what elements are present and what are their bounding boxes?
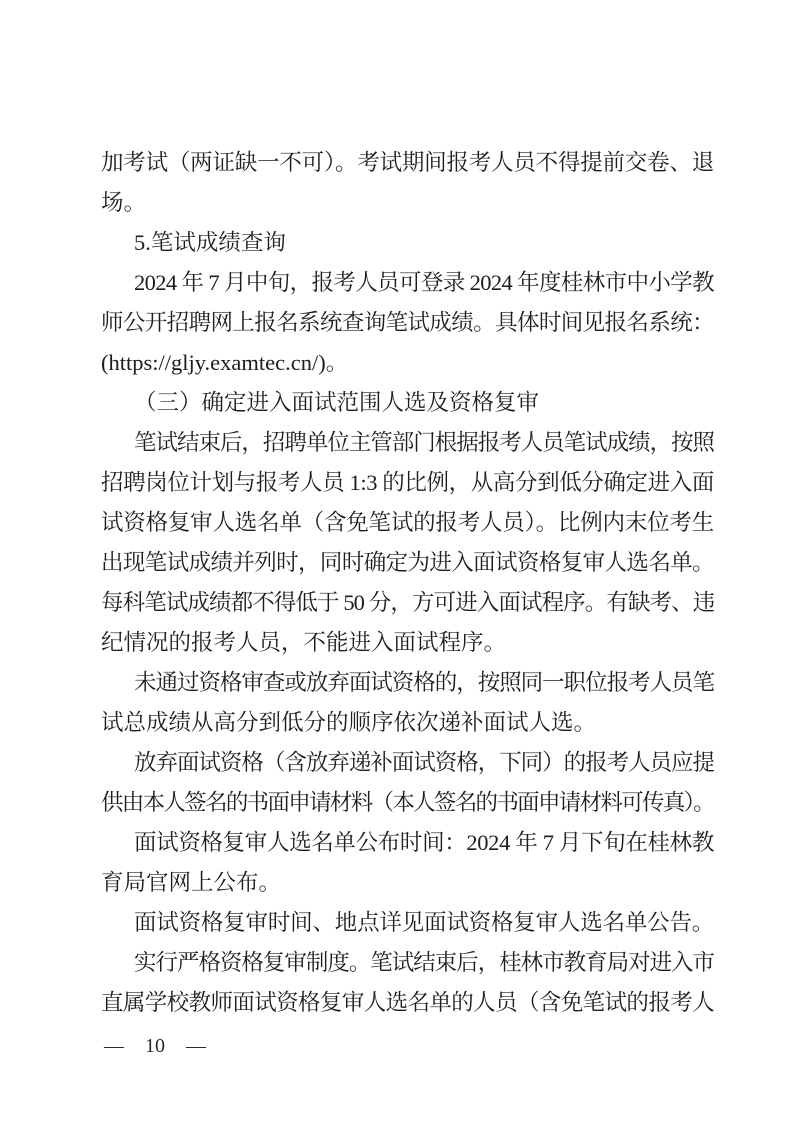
footer-right-dash: —: [186, 1035, 206, 1057]
text-line: 加考试（两证缺一不可）。考试期间报考人员不得提前交卷、退: [101, 150, 714, 175]
text-line: (https://gljy.examtec.cn/)。: [101, 350, 349, 375]
text-line: 未通过资格审查或放弃面试资格的，按照同一职位报考人员笔: [134, 670, 714, 695]
text-line: 纪情况的报考人员，不能进入面试程序。: [101, 630, 507, 655]
text-line: 招聘岗位计划与报考人员 1:3 的比例，从高分到低分确定进入面: [101, 470, 714, 495]
text-line: 面试资格复审时间、地点详见面试资格复审人选名单公告。: [134, 910, 715, 935]
text-line: 笔试结束后，招聘单位主管部门根据报考人员笔试成绩，按照: [134, 430, 714, 455]
text-line: 实行严格资格复审制度。笔试结束后，桂林市教育局对进入市: [134, 950, 714, 975]
text-line: 试总成绩从高分到低分的顺序依次递补面试人选。: [101, 710, 597, 735]
text-line: 面试资格复审人选名单公布时间：2024 年 7 月下旬在桂林教: [134, 830, 714, 855]
text-line: 供由本人签名的书面申请材料（本人签名的书面申请材料可传真）。: [101, 790, 714, 815]
page-footer: [104, 1033, 206, 1059]
text-line: 直属学校教师面试资格复审人选名单的人员（含免笔试的报考人: [101, 990, 714, 1015]
text-line: 5.笔试成绩查询: [134, 230, 286, 255]
text-line: 2024 年 7 月中旬，报考人员可登录 2024 年度桂林市中小学教: [134, 270, 714, 295]
text-line: 场。: [101, 190, 147, 215]
page-number: 10: [145, 1035, 165, 1057]
text-line: 放弃面试资格（含放弃递补面试资格，下同）的报考人员应提: [134, 750, 714, 775]
footer-left-dash: —: [104, 1035, 124, 1057]
text-line: 师公开招聘网上报名系统查询笔试成绩。具体时间见报名系统：: [101, 310, 714, 335]
text-line: 育局官网上公布。: [101, 870, 282, 895]
text-line: 出现笔试成绩并列时，同时确定为进入面试资格复审人选名单。: [101, 550, 714, 575]
text-line: （三）确定进入面试范围人选及资格复审: [134, 390, 540, 415]
text-line: 每科笔试成绩都不得低于 50 分，方可进入面试程序。有缺考、违: [101, 590, 715, 615]
document-text-block: [101, 143, 714, 1023]
text-line: 试资格复审人选名单（含免笔试的报考人员）。比例内末位考生: [101, 510, 714, 535]
